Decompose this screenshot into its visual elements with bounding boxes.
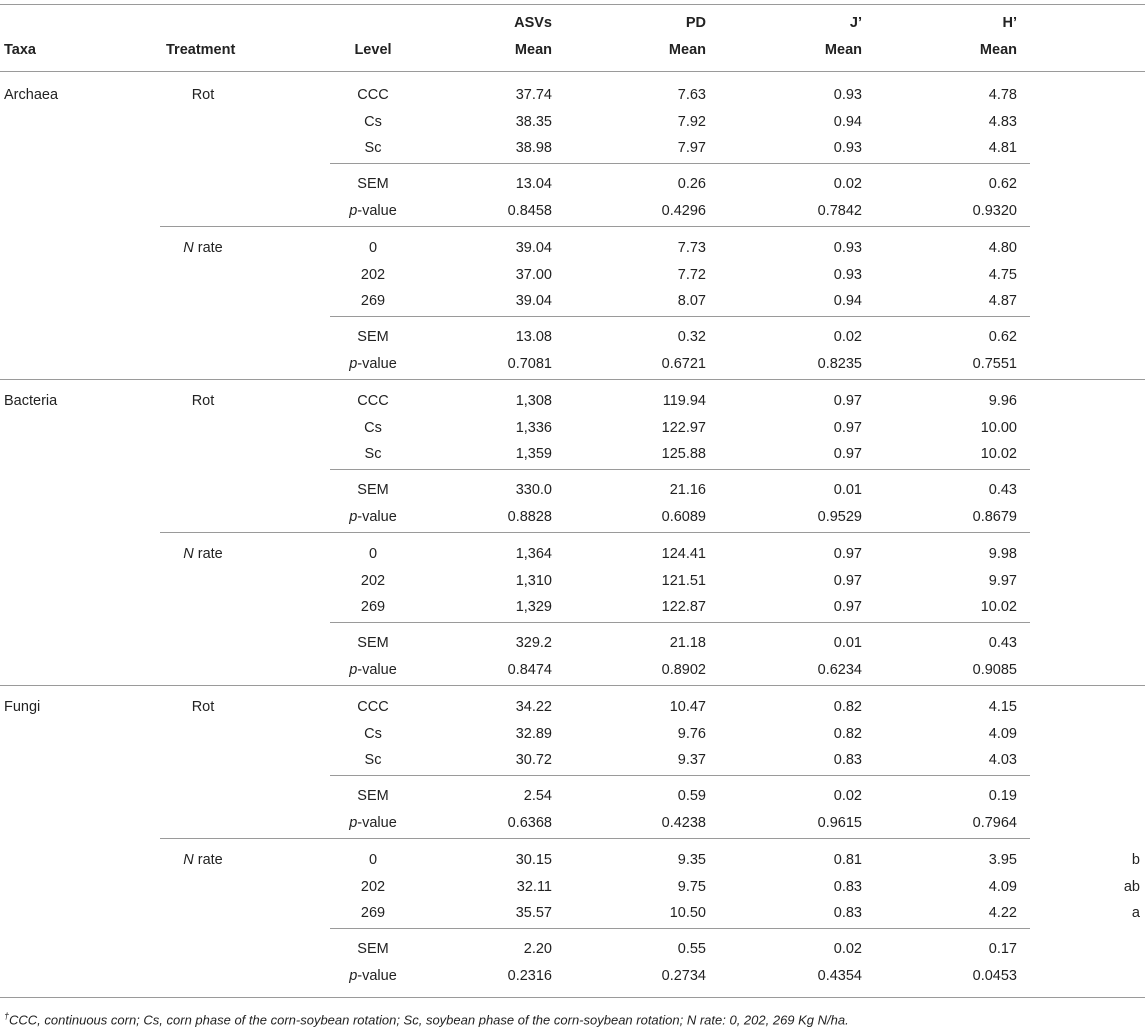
taxa-label: Bacteria [4, 393, 58, 409]
sem-label: SEM [357, 482, 389, 498]
header-group-1: PD [685, 15, 706, 31]
p-value: 0.9320 [972, 202, 1017, 219]
sem-value: 0.02 [833, 941, 862, 957]
p-value: 0.8828 [507, 508, 552, 525]
p-value: 0.8235 [817, 355, 862, 372]
header-bottom-rule [0, 71, 1145, 72]
treatment-label: Rot [191, 699, 215, 715]
p-value-label [333, 355, 413, 373]
sem-value: 13.04 [515, 176, 552, 192]
value-cell: 9.35 [677, 852, 706, 868]
value-cell: 0.97 [833, 446, 862, 462]
p-value-label [333, 661, 413, 679]
value-cell: 10.00 [980, 419, 1017, 436]
value-cell: 0.83 [833, 905, 862, 921]
treatment-rest: rate [193, 852, 223, 868]
value-cell: 124.41 [661, 546, 706, 562]
value-cell: 7.72 [677, 266, 706, 283]
value-cell: 0.93 [833, 266, 862, 283]
value-cell: 0.82 [833, 699, 862, 715]
sem-value: 0.43 [988, 482, 1017, 498]
block-mid-rule [330, 775, 1030, 776]
value-cell: 0.97 [833, 572, 862, 589]
sem-value: 0.02 [833, 329, 862, 345]
treatment-rest: rate [193, 546, 223, 562]
value-cell: 7.97 [677, 140, 706, 156]
sem-value: 13.08 [515, 329, 552, 345]
value-cell: 0.97 [833, 419, 862, 436]
significance-letter: b [1131, 852, 1140, 868]
sem-value: 0.43 [988, 635, 1017, 651]
p-rest: -value [357, 661, 397, 678]
value-cell: 4.81 [988, 140, 1017, 156]
value-cell: 0.94 [833, 293, 862, 309]
treatment-n-italic: N [183, 546, 194, 562]
level-cell: 202 [360, 878, 386, 895]
value-cell: 9.96 [988, 393, 1017, 409]
sem-value: 329.2 [515, 635, 552, 651]
p-value: 0.6721 [661, 355, 706, 372]
treatment-label: Rot [191, 87, 215, 103]
level-cell: Sc [364, 140, 382, 156]
value-cell: 7.73 [677, 240, 706, 256]
treatment-rest: rate [193, 240, 223, 256]
value-cell: 39.04 [515, 293, 552, 309]
value-cell: 125.88 [661, 446, 706, 462]
value-cell: 0.83 [833, 878, 862, 895]
level-cell: Cs [364, 419, 382, 436]
header-group-0: ASVs [514, 15, 552, 31]
p-italic: p [349, 814, 358, 831]
value-cell: 30.72 [515, 752, 552, 768]
p-value: 0.9615 [817, 814, 862, 831]
value-cell: 4.03 [988, 752, 1017, 768]
sem-value: 0.26 [677, 176, 706, 192]
p-value: 0.7551 [972, 355, 1017, 372]
sem-value: 0.32 [677, 329, 706, 345]
p-value: 0.4238 [661, 814, 706, 831]
p-value: 0.9529 [817, 508, 862, 525]
level-cell: 202 [360, 266, 386, 283]
value-cell: 38.35 [515, 113, 552, 130]
block-mid-rule [330, 928, 1030, 929]
sem-value: 0.19 [988, 788, 1017, 804]
value-cell: 3.95 [988, 852, 1017, 868]
p-rest: -value [357, 202, 397, 219]
level-cell: CCC [357, 699, 389, 715]
sem-value: 0.62 [988, 176, 1017, 192]
p-value-label [333, 967, 413, 985]
sem-label: SEM [357, 635, 389, 651]
value-cell: 4.78 [988, 87, 1017, 103]
value-cell: 9.98 [988, 546, 1017, 562]
p-value: 0.8679 [972, 508, 1017, 525]
p-value: 0.8474 [507, 661, 552, 678]
p-italic: p [349, 661, 358, 678]
level-cell: 269 [360, 599, 386, 615]
value-cell: 4.15 [988, 699, 1017, 715]
value-cell: 0.97 [833, 546, 862, 562]
header-mean-0: Mean [514, 42, 552, 58]
p-value: 0.7964 [972, 814, 1017, 831]
value-cell: 9.75 [677, 878, 706, 895]
level-cell: 202 [360, 572, 386, 589]
taxa-separator-rule [0, 379, 1145, 380]
value-cell: 122.87 [661, 599, 706, 615]
value-cell: 9.37 [677, 752, 706, 768]
value-cell: 0.82 [833, 725, 862, 742]
treatment-label [163, 851, 243, 869]
value-cell: 1,308 [515, 393, 552, 409]
treatment-label [163, 239, 243, 257]
p-value: 0.4296 [661, 202, 706, 219]
block-mid-rule [330, 469, 1030, 470]
block-bottom-rule [160, 532, 1030, 533]
sem-value: 21.16 [669, 482, 706, 498]
value-cell: 4.80 [988, 240, 1017, 256]
value-cell: 1,310 [515, 572, 552, 589]
p-rest: -value [357, 967, 397, 984]
p-rest: -value [357, 814, 397, 831]
p-value: 0.2316 [507, 967, 552, 984]
sem-label: SEM [357, 176, 389, 192]
sem-label: SEM [357, 329, 389, 345]
value-cell: 1,364 [515, 546, 552, 562]
value-cell: 0.97 [833, 393, 862, 409]
value-cell: 1,359 [515, 446, 552, 462]
header-mean-3: Mean [979, 42, 1017, 58]
significance-letter: a [1131, 905, 1140, 921]
sem-value: 0.02 [833, 788, 862, 804]
level-cell: Sc [364, 752, 382, 768]
p-italic: p [349, 355, 358, 372]
sem-value: 0.62 [988, 329, 1017, 345]
p-value: 0.6368 [507, 814, 552, 831]
sem-value: 0.01 [833, 635, 862, 651]
value-cell: 38.98 [515, 140, 552, 156]
taxa-label: Fungi [4, 699, 41, 715]
sem-label: SEM [357, 941, 389, 957]
footnote-mark: † [4, 1011, 10, 1021]
value-cell: 37.00 [515, 266, 552, 283]
value-cell: 7.63 [677, 87, 706, 103]
value-cell: 0.94 [833, 113, 862, 130]
p-italic: p [349, 967, 358, 984]
treatment-label [163, 545, 243, 563]
taxa-separator-rule [0, 685, 1145, 686]
p-value: 0.9085 [972, 661, 1017, 678]
footnote-text: CCC, continuous corn; Cs, corn phase of the corn-soybean rotation; Sc, soybean phase of the corn-soybean rotation; N rate: 0, 202, 269 Kg N/ha. [9, 1012, 849, 1028]
header-mean-1: Mean [668, 42, 706, 58]
p-value: 0.0453 [972, 967, 1017, 984]
p-value: 0.7081 [507, 355, 552, 372]
value-cell: 4.83 [988, 113, 1017, 130]
p-value: 0.6089 [661, 508, 706, 525]
sem-value: 0.59 [677, 788, 706, 804]
p-italic: p [349, 508, 358, 525]
p-value: 0.2734 [661, 967, 706, 984]
level-cell: Cs [364, 725, 382, 742]
value-cell: 121.51 [661, 572, 706, 589]
level-cell: 0 [368, 852, 378, 868]
sem-value: 2.20 [523, 941, 552, 957]
level-cell: 269 [360, 293, 386, 309]
treatment-label: Rot [191, 393, 215, 409]
header-group-2: J’ [849, 15, 862, 31]
value-cell: 4.09 [988, 725, 1017, 742]
value-cell: 32.11 [516, 878, 552, 895]
p-value: 0.7842 [817, 202, 862, 219]
header-mean-2: Mean [824, 42, 862, 58]
header-taxa: Taxa [4, 42, 36, 58]
value-cell: 34.22 [515, 699, 552, 715]
value-cell: 0.93 [833, 140, 862, 156]
level-cell: CCC [357, 393, 389, 409]
sem-value: 0.02 [833, 176, 862, 192]
significance-letter: ab [1123, 878, 1140, 895]
level-cell: 0 [368, 546, 378, 562]
level-cell: CCC [357, 87, 389, 103]
value-cell: 10.02 [980, 599, 1017, 615]
treatment-n-italic: N [183, 852, 194, 868]
value-cell: 4.75 [988, 266, 1017, 283]
value-cell: 10.50 [669, 905, 706, 921]
block-mid-rule [330, 622, 1030, 623]
treatment-n-italic: N [183, 240, 194, 256]
value-cell: 0.83 [833, 752, 862, 768]
sem-value: 0.01 [833, 482, 862, 498]
block-bottom-rule [160, 838, 1030, 839]
value-cell: 39.04 [515, 240, 552, 256]
sem-value: 21.18 [669, 635, 706, 651]
table-top-rule [0, 4, 1145, 5]
sem-value: 330.0 [515, 482, 552, 498]
value-cell: 32.89 [515, 725, 552, 742]
level-cell: Sc [364, 446, 382, 462]
level-cell: Cs [364, 113, 382, 130]
value-cell: 119.94 [662, 393, 706, 409]
p-italic: p [349, 202, 358, 219]
p-value: 0.4354 [817, 967, 862, 984]
level-cell: 269 [360, 905, 386, 921]
value-cell: 9.76 [677, 725, 706, 742]
block-mid-rule [330, 163, 1030, 164]
value-cell: 8.07 [677, 293, 706, 309]
value-cell: 0.97 [833, 599, 862, 615]
table-footnote [4, 1011, 849, 1027]
p-value: 0.6234 [817, 661, 862, 678]
taxa-label: Archaea [4, 87, 59, 103]
value-cell: 0.93 [833, 240, 862, 256]
value-cell: 0.93 [833, 87, 862, 103]
value-cell: 10.47 [669, 699, 706, 715]
value-cell: 1,336 [515, 419, 552, 436]
header-level: Level [354, 42, 392, 58]
block-bottom-rule [160, 226, 1030, 227]
value-cell: 35.57 [515, 905, 552, 921]
value-cell: 7.92 [677, 113, 706, 130]
header-treatment: Treatment [166, 42, 236, 58]
value-cell: 0.81 [833, 852, 862, 868]
value-cell: 1,329 [515, 599, 552, 615]
value-cell: 10.02 [980, 446, 1017, 462]
block-mid-rule [330, 316, 1030, 317]
sem-value: 0.17 [988, 941, 1017, 957]
sem-label: SEM [357, 788, 389, 804]
table-bottom-rule [0, 997, 1145, 998]
sem-value: 2.54 [523, 788, 552, 804]
value-cell: 9.97 [988, 572, 1017, 589]
p-rest: -value [357, 355, 397, 372]
value-cell: 122.97 [661, 419, 706, 436]
value-cell: 4.87 [988, 293, 1017, 309]
p-value-label [333, 814, 413, 832]
value-cell: 30.15 [515, 852, 552, 868]
p-value-label [333, 508, 413, 526]
p-rest: -value [357, 508, 397, 525]
sem-value: 0.55 [677, 941, 706, 957]
p-value-label [333, 202, 413, 220]
value-cell: 37.74 [515, 87, 552, 103]
p-value: 0.8458 [507, 202, 552, 219]
value-cell: 4.09 [988, 878, 1017, 895]
p-value: 0.8902 [661, 661, 706, 678]
level-cell: 0 [368, 240, 378, 256]
value-cell: 4.22 [988, 905, 1017, 921]
header-group-3: H’ [1002, 15, 1017, 31]
